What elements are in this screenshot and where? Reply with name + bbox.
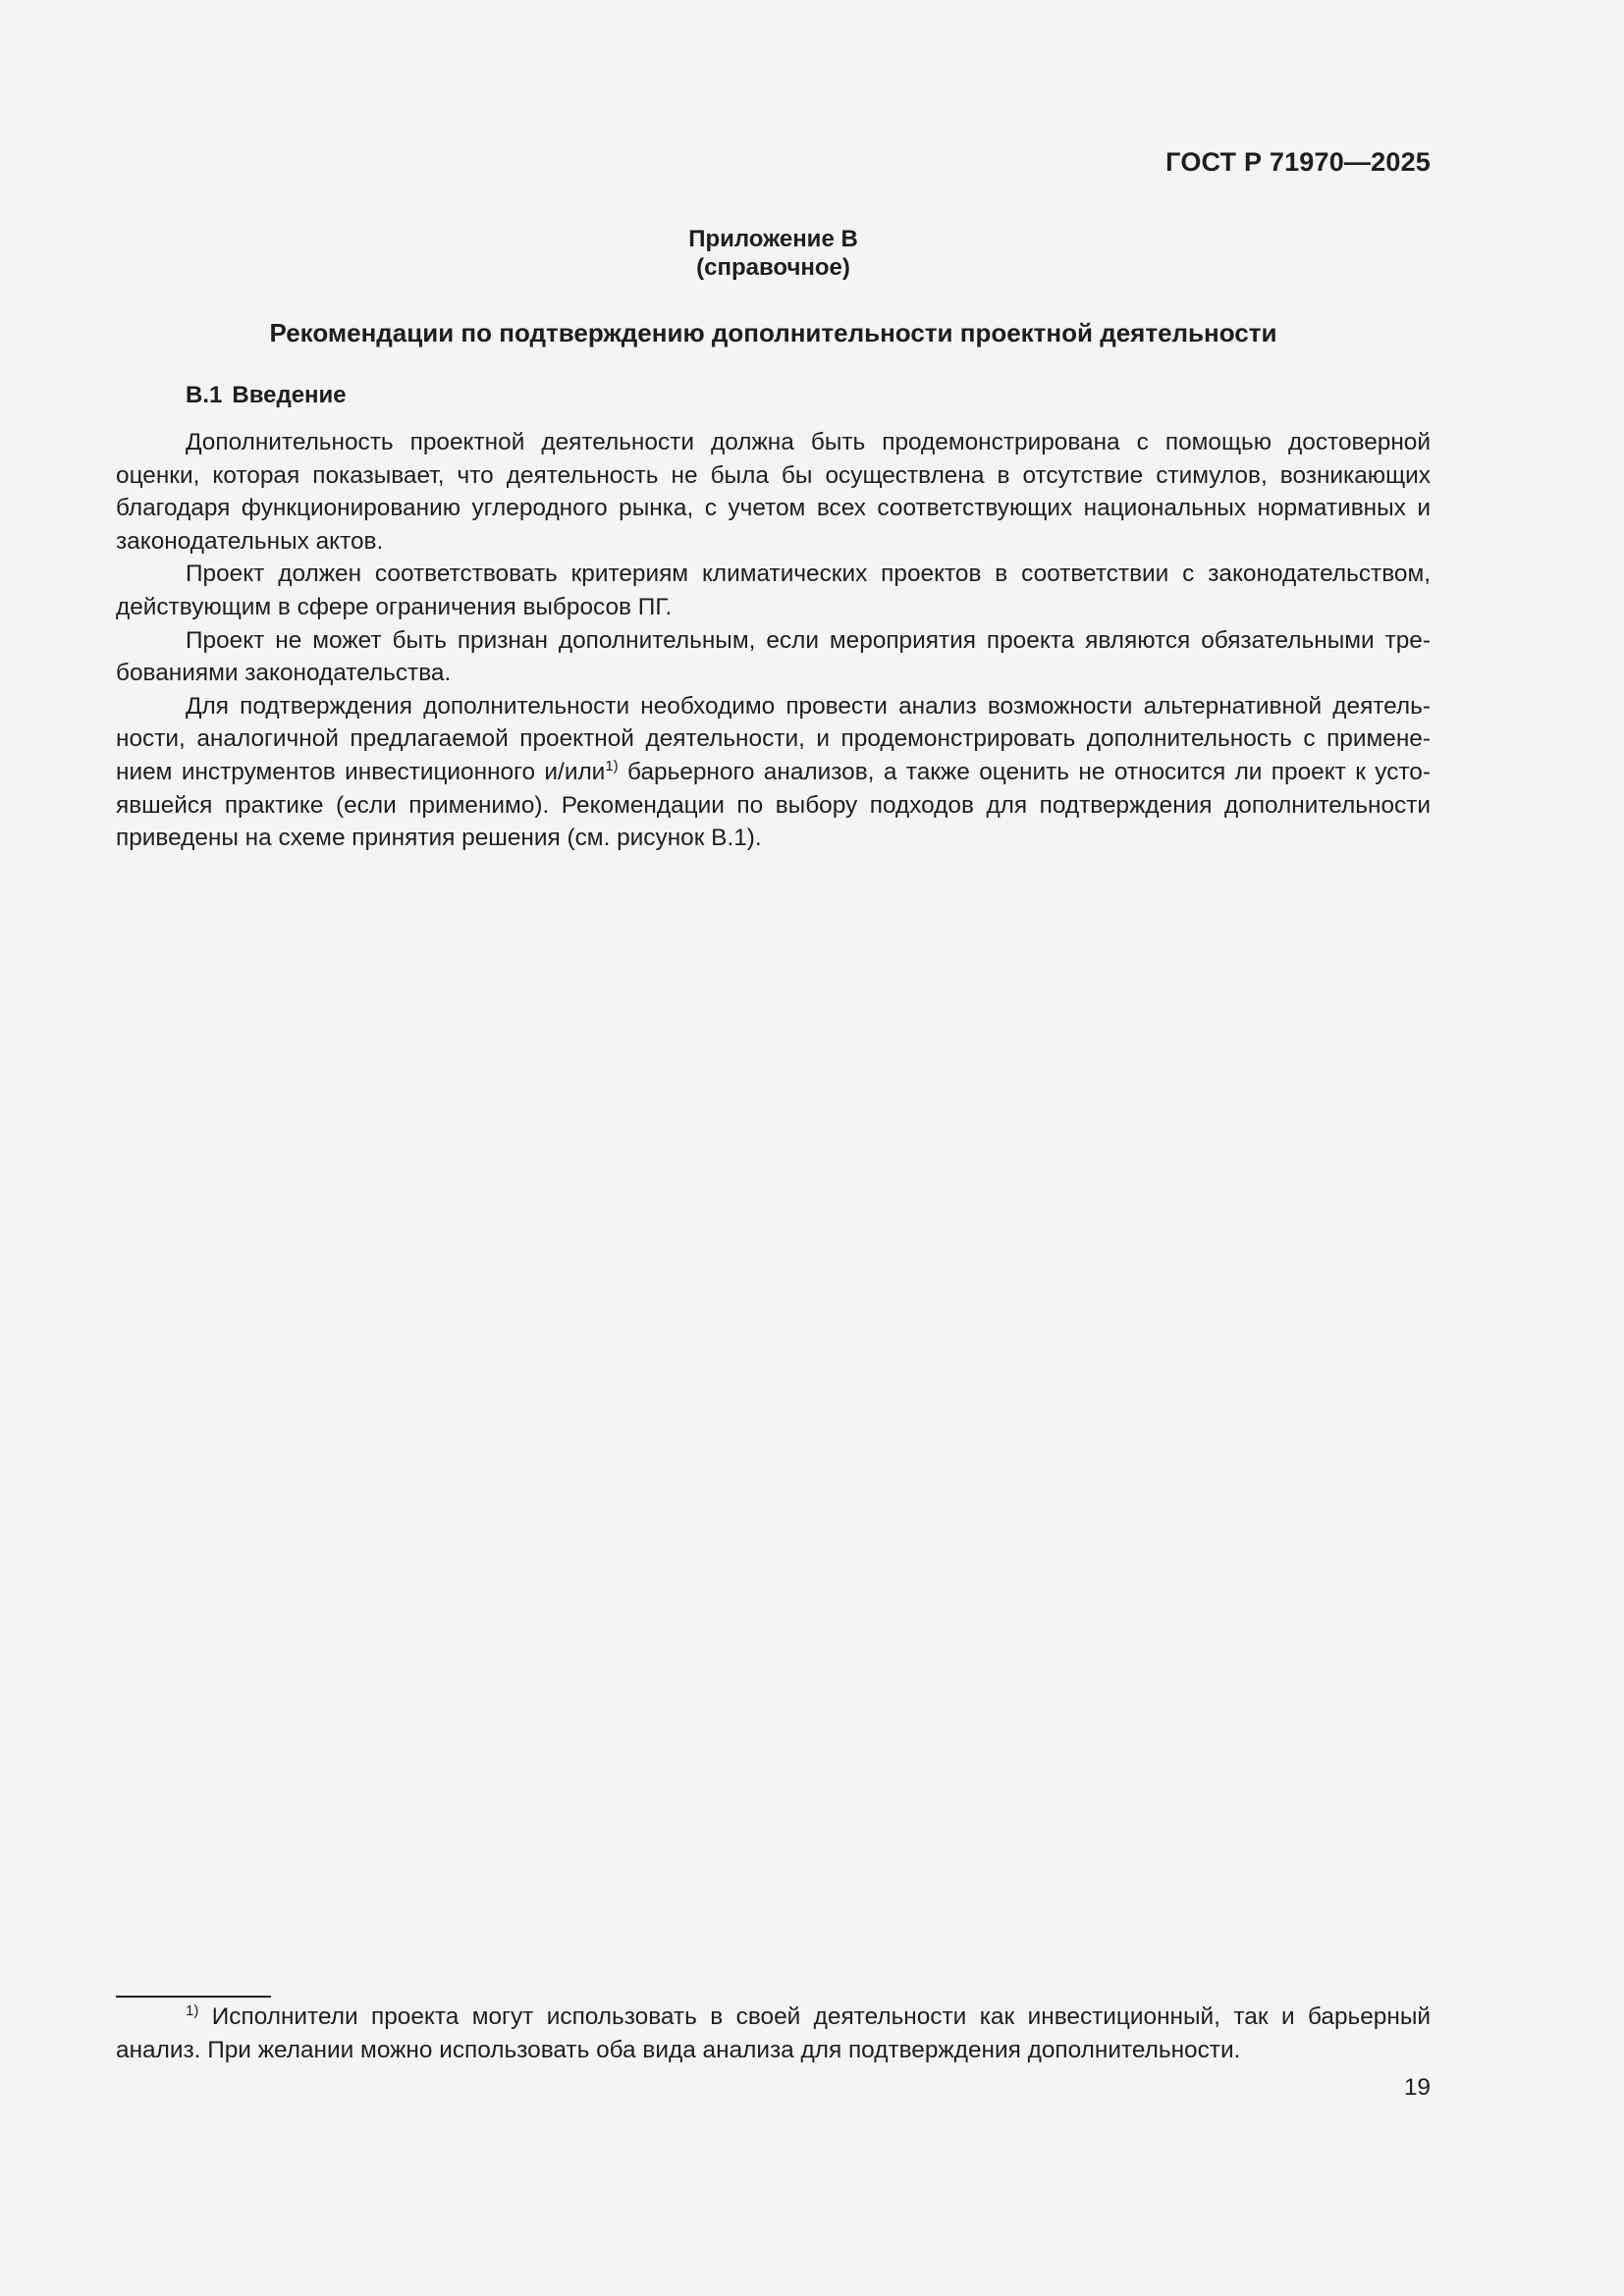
paragraph-text: барьерного анализов, а также оценить не относится ли проект к устоявшейся практике (если применимо). Рекомендации по выбору подходов для подтверждения дополнительности приведены на схеме принятия решения (см. рисунок В.1). [116,758,1431,852]
annex-title: Рекомендации по подтверждению дополнительности проектной деятельности [269,318,1277,347]
document-page [116,0,1431,2296]
footnote [116,2001,1431,2066]
footnote-text: Исполнители проекта могут использовать в своей деятельности как инвестиционный, так и барьерный анализ. При желании можно использовать оба вида анализа для подтверждения дополнительности. [116,2003,1431,2063]
document-code: ГОСТ Р 71970—2025 [1165,147,1431,177]
section-number: В.1 [186,382,223,408]
paragraph: Дополнительность проектной деятельности должна быть продемонстрирована с помощью достоверной оценки, которая показывает, что деятельность не была бы осуществлена в отсутствие стимулов, возникающих благодаря функционированию углеродного рынка, с учетом всех соответствующих национальных нормативных и законодательных актов. [116,429,1431,555]
paragraph-with-note [116,690,1431,855]
annex-heading [116,225,1431,282]
annex-status: (справочное) [696,254,850,281]
footnote-reference[interactable]: 1) [605,757,619,774]
paragraph: Проект должен соответствовать критериям климатических проектов в соответствии с законодательством, действующим в сфере ограничения выбросов ПГ. [116,561,1431,620]
paragraph-text: Для подтверждения дополнительности необходимо провести анализ возможности альтернативной деятельности, аналогичной предлагаемой проектной деятельности, и продемонстрировать дополнительность с применением инструментов инвестиционного и/или [116,692,1431,785]
paragraph: Проект не может быть признан дополнительным, если мероприятия проекта являются обязательными требованиями законодательства. [116,626,1431,687]
page-number: 19 [1403,2074,1431,2101]
section-heading [186,382,347,409]
body-text [116,426,1431,855]
annex-label: Приложение В [688,226,858,252]
section-title: Введение [232,382,347,408]
footnote-marker: 1) [186,2002,199,2019]
footnote-separator [116,1996,271,1998]
